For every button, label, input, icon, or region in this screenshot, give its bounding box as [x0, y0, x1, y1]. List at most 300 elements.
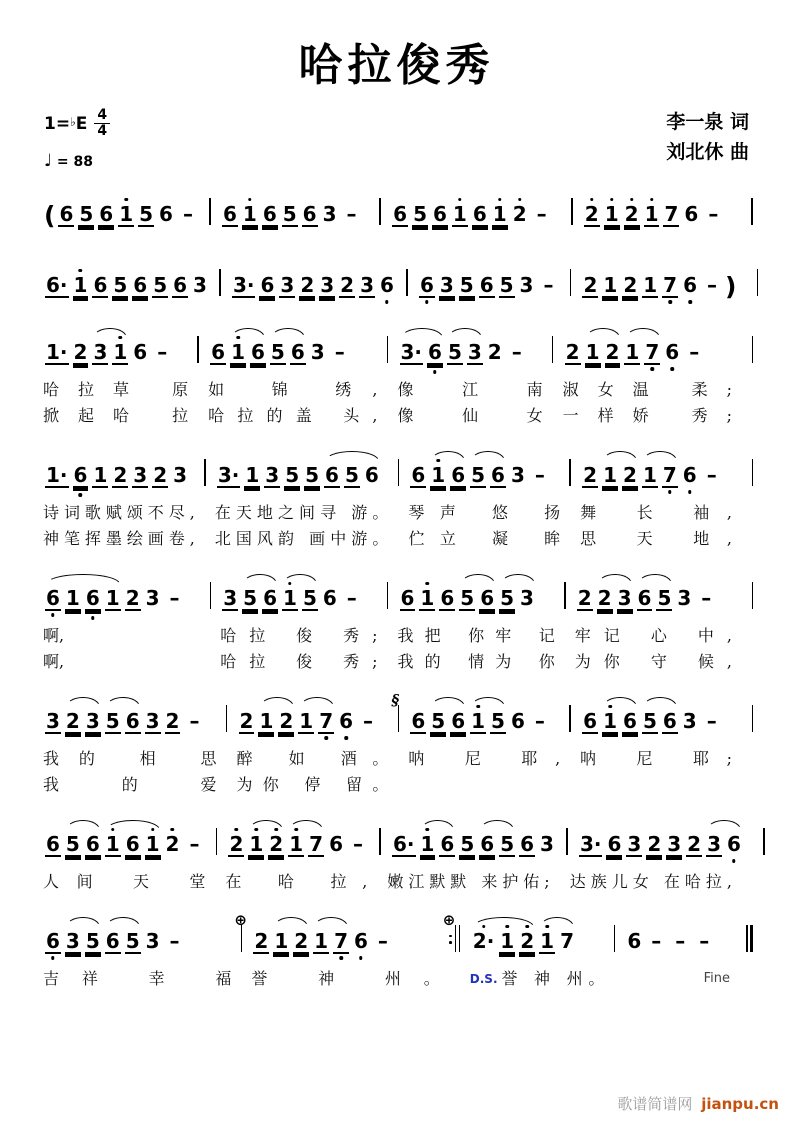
credits	[666, 108, 749, 167]
lyric-text: 醉 如 酒。	[236, 748, 389, 768]
bar-stroke	[387, 582, 389, 609]
lyric-spacer	[381, 650, 395, 674]
note: 3	[677, 585, 692, 610]
note: 1	[118, 204, 134, 225]
note: 3	[65, 928, 80, 953]
bar-stroke	[757, 269, 759, 296]
measure	[40, 573, 203, 622]
slur-arc	[260, 697, 294, 707]
slur-arc	[106, 917, 140, 927]
note: 1	[492, 204, 508, 225]
notes-row	[40, 573, 753, 622]
note: 2	[647, 831, 662, 856]
note: 1	[420, 834, 436, 855]
time-signature	[94, 108, 110, 138]
lyric-cell	[395, 624, 558, 648]
lyric-spacer	[735, 501, 753, 525]
octave-down-dot	[688, 490, 692, 494]
slur-arc	[626, 328, 660, 338]
lyric-cell	[405, 747, 563, 771]
note: 2	[583, 462, 598, 487]
lyric-spacer	[735, 624, 753, 648]
note: 1	[643, 272, 658, 297]
note: 6	[133, 272, 148, 297]
note: 1	[625, 339, 640, 364]
watermark-site-url[interactable]: jianpu.cn	[701, 1095, 779, 1113]
lyric-text: 诗词歌赋颂不尽,	[43, 502, 195, 522]
barline	[203, 198, 217, 238]
lyric-text: 如 锦 绣,	[208, 379, 378, 399]
notation-system	[40, 573, 753, 674]
score-header	[44, 108, 749, 170]
notes-row	[40, 690, 753, 745]
sheet-music-score	[40, 185, 753, 991]
notes-row	[40, 819, 753, 868]
octave-up-dot	[235, 828, 239, 832]
lyric-text: 在 哈 拉,	[225, 871, 368, 891]
lyric-cell	[577, 527, 735, 551]
rest-dash: –	[511, 339, 522, 364]
measure	[621, 916, 735, 965]
note: 7	[662, 465, 678, 486]
lyric-spacer	[220, 747, 234, 771]
lyric-text: 我把 你牢 记	[397, 625, 555, 645]
note: 6	[46, 831, 60, 856]
slur-arc	[93, 328, 127, 338]
rest-dash: –	[534, 462, 545, 487]
note: 2	[73, 339, 88, 364]
lyric-cell	[621, 967, 735, 991]
barline	[391, 690, 405, 745]
barline	[220, 705, 234, 745]
note: 6	[85, 831, 100, 856]
rest-dash: –	[706, 462, 717, 487]
final-barline	[735, 705, 753, 745]
slur-arc	[249, 820, 283, 830]
note: 1	[282, 588, 298, 609]
note: 6	[684, 201, 699, 226]
note: 7	[318, 711, 334, 732]
bar-stroke	[226, 705, 228, 732]
note: 5	[344, 462, 359, 487]
note: 6	[105, 928, 120, 953]
slur-arc	[707, 820, 741, 830]
note: 6	[411, 462, 426, 487]
bar-stroke	[569, 705, 571, 732]
rest-dash: –	[189, 708, 200, 733]
lyric-text: 啊,	[43, 651, 65, 671]
key-tempo-block	[44, 108, 110, 170]
note: 6	[322, 585, 337, 610]
slur-arc	[431, 451, 465, 461]
note: 6	[325, 462, 339, 487]
slur-arc	[480, 820, 514, 830]
lyric-spacer	[208, 870, 222, 894]
barline	[381, 582, 395, 622]
lyric-text: 牢记 心 中,	[574, 625, 732, 645]
note: 6	[682, 275, 698, 296]
barline	[373, 198, 387, 238]
slur-arc	[643, 697, 677, 707]
measure	[40, 260, 213, 309]
bar-stroke	[210, 582, 212, 609]
slur-arc	[66, 697, 100, 707]
note: 2	[228, 834, 244, 855]
lyric-text: 哈拉草 原	[43, 379, 189, 399]
measure	[217, 189, 373, 238]
measure	[405, 696, 563, 745]
slur-arc	[231, 328, 265, 338]
tempo-marking	[44, 151, 110, 171]
parenthesis: )	[725, 271, 737, 301]
measure	[414, 260, 564, 309]
note: 1·	[46, 462, 68, 487]
notes-row	[40, 327, 753, 376]
barline	[558, 582, 572, 622]
lyric-text: 舞 长 袖,	[580, 502, 732, 522]
measure	[40, 819, 209, 868]
note: 1	[105, 585, 120, 610]
note: 1	[93, 462, 108, 487]
lyric-cell	[572, 624, 735, 648]
lyric-spacer	[381, 378, 395, 402]
note: 2	[623, 462, 637, 487]
lyric-cell	[205, 378, 380, 402]
rest-dash: –	[675, 928, 686, 953]
note: 5	[460, 831, 475, 856]
lyric-spacer	[735, 967, 753, 991]
coda-icon: ⊕	[442, 910, 456, 929]
octave-down-dot	[651, 367, 655, 371]
note: 1	[602, 711, 618, 732]
measure	[217, 573, 380, 622]
note: 3·	[579, 831, 602, 856]
lyric-text: 我 的 爱	[43, 774, 217, 794]
note: 6	[451, 708, 466, 733]
note: 2	[279, 708, 294, 733]
slur-arc	[243, 574, 277, 584]
slur-arc	[66, 820, 100, 830]
rest-dash: –	[169, 928, 180, 953]
lyric-cell	[248, 967, 442, 991]
note: 6	[472, 201, 487, 226]
lyric-text: 为你 守 候,	[574, 651, 732, 671]
lyric-spacer	[381, 404, 395, 428]
lyric-text: 神笔挥墨绘画卷,	[43, 528, 195, 548]
lyrics-row	[40, 378, 753, 402]
note: 7	[644, 342, 660, 363]
octave-down-dot	[670, 367, 674, 371]
lyric-cell	[212, 527, 392, 551]
rest-dash: –	[708, 201, 719, 226]
rest-dash: –	[157, 339, 168, 364]
lyrics-row	[40, 527, 753, 551]
bar-stroke	[204, 459, 206, 486]
bar-stroke	[216, 828, 218, 855]
key-prefix: 1=	[44, 113, 71, 134]
note: 2	[125, 585, 140, 610]
note: 3	[320, 272, 335, 297]
slur-arc	[325, 451, 379, 461]
measure	[40, 327, 191, 376]
lyric-spacer	[198, 527, 212, 551]
note: 1	[230, 342, 246, 363]
lyric-cell	[405, 773, 563, 797]
note: 1	[73, 275, 89, 296]
lyric-spacer	[558, 624, 572, 648]
lyric-spacer	[391, 773, 405, 797]
note: 6	[510, 708, 525, 733]
note: 1	[242, 204, 258, 225]
note: 2	[565, 339, 580, 364]
lyric-text: Fine	[703, 970, 730, 986]
rest-dash: –	[377, 928, 388, 953]
bar-stroke	[570, 269, 572, 296]
composer-credit: 刘北休 曲	[666, 140, 749, 163]
rest-dash: –	[182, 201, 193, 226]
note: 3	[520, 585, 534, 610]
lyric-cell	[40, 527, 198, 551]
slur-arc	[106, 697, 140, 707]
rest-dash: –	[352, 831, 363, 856]
lyric-text: 思 天 地,	[580, 528, 732, 548]
note: 5	[113, 272, 128, 297]
note: 3	[667, 831, 682, 856]
lyric-spacer	[563, 747, 577, 771]
bar-stroke	[197, 336, 199, 363]
notation-system	[40, 910, 753, 991]
bar-stroke-thick	[750, 925, 754, 952]
note: 2	[605, 339, 620, 364]
note: 1	[314, 928, 329, 953]
note: 5	[85, 928, 100, 953]
note: 5	[413, 201, 427, 226]
note: 3	[133, 462, 148, 487]
note: 3	[627, 831, 642, 856]
lyric-cell	[217, 650, 380, 674]
notation-system	[40, 690, 753, 797]
note: 3	[519, 272, 534, 297]
slur-arc	[501, 574, 535, 584]
lyric-cell	[405, 527, 563, 551]
note: 3·	[232, 272, 255, 297]
octave-down-dot	[688, 300, 692, 304]
note: 6	[329, 831, 343, 856]
bar-stroke	[752, 459, 754, 486]
lyric-text: 像 江 南	[397, 379, 543, 399]
note: 6	[637, 585, 652, 610]
slur-arc	[540, 917, 574, 927]
octave-down-dot	[668, 490, 672, 494]
slur-arc	[471, 697, 505, 707]
lyric-spacer	[735, 747, 753, 771]
lyric-cell	[567, 870, 735, 894]
lyricist-credit: 李一泉 词	[666, 111, 749, 134]
lyric-cell	[395, 378, 546, 402]
octave-up-dot	[426, 582, 430, 586]
bar-stroke	[614, 925, 616, 952]
note: 5	[447, 339, 462, 364]
note: 6	[623, 708, 637, 733]
octave-up-dot	[248, 198, 252, 202]
note: 6	[302, 201, 317, 226]
slur-arc	[271, 328, 305, 338]
bar-stroke	[746, 925, 748, 952]
lyric-spacer	[370, 870, 384, 894]
note: 2	[254, 928, 269, 953]
note: 6	[251, 339, 265, 364]
lyric-cell	[40, 404, 191, 428]
repeat-dots	[449, 935, 452, 944]
page-title: 哈拉俊秀	[298, 40, 495, 91]
note: 6	[99, 201, 114, 226]
measure	[560, 327, 735, 376]
lyric-spacer	[391, 747, 405, 771]
measure	[387, 189, 565, 238]
barline	[560, 828, 574, 868]
note: 5	[243, 585, 258, 610]
note: 5	[491, 708, 505, 733]
barline	[381, 336, 395, 376]
slur-arc	[598, 574, 632, 584]
note: 6	[427, 342, 443, 363]
lyric-spacer	[191, 378, 205, 402]
rest-dash: –	[707, 272, 717, 297]
rest-dash: –	[706, 708, 717, 733]
lyrics-row	[40, 624, 753, 648]
lyric-spacer	[546, 378, 560, 402]
note: 1	[603, 272, 618, 297]
lyric-spacer	[391, 501, 405, 525]
lyric-spacer	[735, 378, 753, 402]
note: 5	[139, 201, 154, 226]
note: 2	[597, 585, 612, 610]
slur-arc	[274, 917, 308, 927]
note: 3	[145, 585, 160, 610]
lyric-text: 在天地之间寻 游。	[214, 502, 389, 522]
bar-stroke	[752, 336, 754, 363]
note: 7	[333, 931, 349, 952]
note: 5	[431, 708, 446, 733]
lyric-spacer	[735, 773, 753, 797]
note: 6	[85, 588, 101, 609]
note: 6	[440, 831, 455, 856]
lyric-cell	[577, 747, 735, 771]
slur-arc	[66, 917, 100, 927]
note: 6	[222, 201, 237, 226]
note: 2	[623, 272, 638, 297]
bar-stroke	[566, 828, 568, 855]
lyric-cell	[467, 967, 608, 991]
note: 2	[583, 272, 598, 297]
note: 6	[125, 708, 140, 733]
lyric-spacer	[443, 967, 467, 991]
bar-stroke	[455, 925, 457, 952]
lyric-text: 伫立 凝 眸	[408, 528, 561, 548]
slur-arc	[106, 820, 160, 830]
note: 1	[642, 462, 657, 487]
note: 6	[451, 462, 466, 487]
measure	[40, 450, 198, 499]
note: 2	[268, 834, 284, 855]
note: 6	[400, 585, 415, 610]
measure	[40, 916, 234, 965]
note: 2	[165, 834, 181, 855]
lyric-spacer	[546, 404, 560, 428]
note: 1	[604, 204, 620, 225]
lyric-spacer	[391, 527, 405, 551]
bar-stroke	[752, 705, 754, 732]
note: 6	[263, 585, 278, 610]
slur-arc	[431, 697, 465, 707]
note: 5	[500, 585, 515, 610]
lyrics-row	[40, 650, 753, 674]
measure	[577, 450, 735, 499]
octave-down-dot	[51, 956, 55, 960]
note: 5	[65, 831, 80, 856]
lyric-spacer	[563, 773, 577, 797]
barline	[213, 269, 227, 309]
note: 5	[305, 462, 320, 487]
note: 6	[260, 272, 275, 297]
barline	[203, 582, 217, 622]
octave-up-dot	[458, 198, 462, 202]
note: 6	[419, 275, 435, 296]
note: 6	[133, 339, 148, 364]
barline	[209, 828, 223, 868]
note: 6	[45, 588, 61, 609]
measure	[405, 450, 563, 499]
ds-repeat-barline	[442, 910, 467, 965]
slur-arc	[643, 451, 677, 461]
note: 3	[93, 339, 108, 364]
lyric-spacer	[553, 870, 567, 894]
lyric-cell	[40, 378, 191, 402]
slur-arc	[46, 574, 120, 584]
lyric-cell	[560, 378, 735, 402]
note: 1	[274, 928, 289, 953]
note: 1	[470, 711, 486, 732]
lyric-spacer	[203, 650, 217, 674]
note: 6	[159, 201, 173, 226]
note: 2	[165, 708, 180, 733]
rest-dash: –	[534, 708, 545, 733]
bar-stroke	[219, 269, 221, 296]
note: 5	[270, 339, 285, 364]
note: 1	[644, 204, 660, 225]
lyric-cell	[395, 650, 558, 674]
measure	[40, 185, 203, 238]
lyric-cell	[560, 404, 735, 428]
note: 2	[584, 204, 600, 225]
note: 5	[499, 272, 514, 297]
note: 3	[145, 708, 160, 733]
measure	[467, 916, 608, 965]
note: 6	[480, 585, 495, 610]
note: 1	[499, 931, 515, 952]
note: 3	[145, 928, 160, 953]
lyric-spacer	[563, 527, 577, 551]
note: 2	[300, 272, 315, 297]
slur-arc	[603, 697, 637, 707]
note: 3	[617, 585, 632, 610]
note: 2	[512, 204, 528, 225]
note: 1	[452, 204, 468, 225]
final-barline	[747, 828, 765, 868]
bar-stroke	[571, 198, 573, 225]
note: 1	[419, 588, 435, 609]
measure	[40, 696, 220, 745]
